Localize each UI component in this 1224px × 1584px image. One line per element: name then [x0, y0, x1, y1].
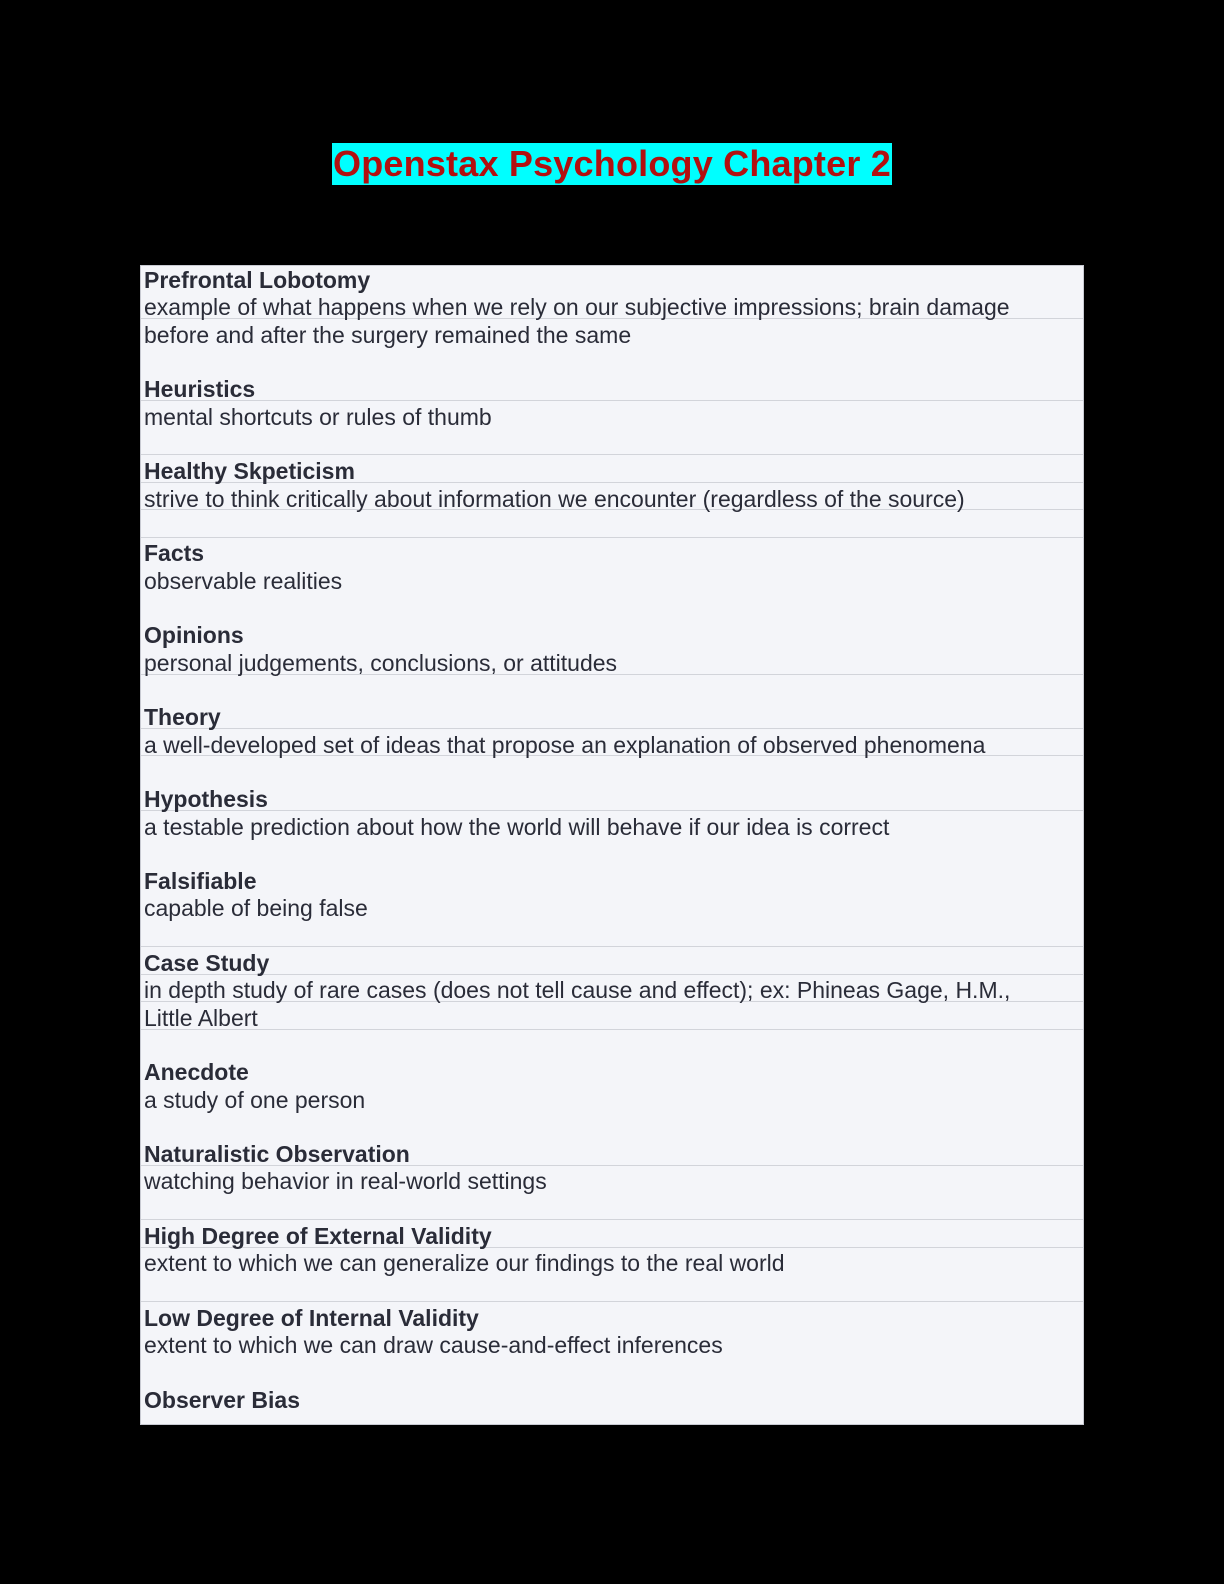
- term-opinions: Opinions: [144, 622, 244, 648]
- definition-falsifiable: capable of being false: [144, 895, 368, 921]
- term-case-study: Case Study: [144, 950, 270, 976]
- definition-healthy-skepticism: strive to think critically about information we encounter (regardless of the source): [144, 486, 965, 512]
- definition-theory: a well-developed set of ideas that propose an explanation of observed phenomena: [144, 732, 986, 758]
- term-heuristics: Heuristics: [144, 376, 256, 402]
- row-divider: [141, 454, 1083, 455]
- term-prefrontal-lobotomy: Prefrontal Lobotomy: [144, 267, 371, 293]
- term-naturalistic-observation: Naturalistic Observation: [144, 1141, 410, 1167]
- page-title: Openstax Psychology Chapter 2: [333, 143, 891, 184]
- term-theory: Theory: [144, 704, 221, 730]
- definition-internal-validity: extent to which we can draw cause-and-effect inferences: [144, 1332, 723, 1358]
- term-external-validity: High Degree of External Validity: [144, 1223, 492, 1249]
- term-observer-bias: Observer Bias: [144, 1387, 300, 1413]
- term-anecdote: Anecdote: [144, 1059, 249, 1085]
- definition-external-validity: extent to which we can generalize our findings to the real world: [144, 1250, 785, 1276]
- term-internal-validity: Low Degree of Internal Validity: [144, 1305, 479, 1331]
- term-falsifiable: Falsifiable: [144, 868, 257, 894]
- flashcard-sheet: [140, 265, 1084, 1425]
- definition-naturalistic-observation: watching behavior in real-world settings: [144, 1168, 547, 1194]
- definition-case-study-line-2: Little Albert: [144, 1005, 258, 1031]
- definition-anecdote: a study of one person: [144, 1087, 366, 1113]
- row-divider: [141, 1219, 1083, 1220]
- row-divider: [141, 1301, 1083, 1302]
- term-facts: Facts: [144, 540, 205, 566]
- title-container: [0, 143, 1224, 185]
- term-healthy-skepticism: Healthy Skpeticism: [144, 458, 355, 484]
- row-divider: [141, 537, 1083, 538]
- row-divider: [141, 946, 1083, 947]
- definition-prefrontal-lobotomy-line-2: before and after the surgery remained the same: [144, 322, 632, 348]
- definition-facts: observable realities: [144, 568, 343, 594]
- definition-prefrontal-lobotomy-line-1: example of what happens when we rely on our subjective impressions; brain damage: [144, 294, 1010, 320]
- definition-hypothesis: a testable prediction about how the world will behave if our idea is correct: [144, 814, 890, 840]
- term-hypothesis: Hypothesis: [144, 786, 268, 812]
- definition-case-study-line-1: in depth study of rare cases (does not tell cause and effect); ex: Phineas Gage, H.M.,: [144, 977, 1011, 1003]
- definition-opinions: personal judgements, conclusions, or attitudes: [144, 650, 618, 676]
- definition-heuristics: mental shortcuts or rules of thumb: [144, 404, 492, 430]
